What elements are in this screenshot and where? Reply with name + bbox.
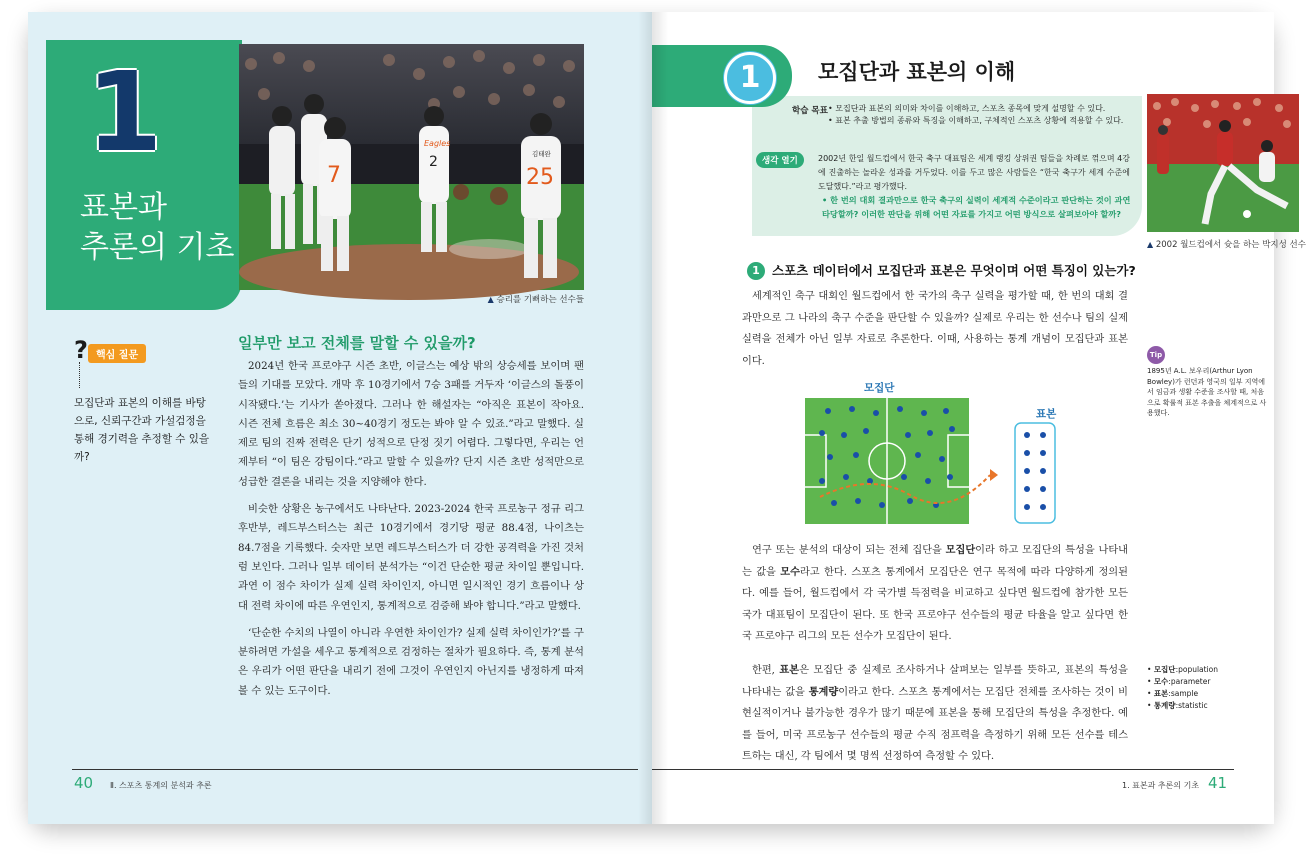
footer-text: 1. 표본과 추론의 기초 [1122, 781, 1200, 790]
soccer-player-illustration [1147, 94, 1299, 232]
photo-caption: ▲ 2002 월드컵에서 슛을 하는 박지성 선수 [1147, 240, 1306, 250]
glossary-item: • 모수:parameter [1147, 677, 1211, 686]
section-heading: 일부만 보고 전체를 말할 수 있을까? [238, 334, 476, 352]
population-sample-diagram [800, 377, 1090, 537]
jersey-number-2: 2 [429, 154, 438, 170]
glossary-item: • 통계량:statistic [1147, 701, 1208, 710]
tip-badge: Tip [1147, 346, 1165, 364]
goal-list [828, 103, 1134, 127]
chapter-title-line1: 표본과 [80, 190, 167, 225]
baseball-players-illustration [239, 44, 584, 290]
book-gutter [638, 12, 668, 824]
sample-box [1015, 423, 1055, 523]
footer-divider [72, 769, 638, 770]
question-mark-icon: ? [74, 336, 88, 364]
left-page [28, 12, 652, 824]
page-number: 41 [1208, 774, 1228, 792]
baseball-photo [239, 44, 584, 290]
section-title: 모집단과 표본의 이해 [818, 60, 1016, 84]
triangle-icon: ▲ [1147, 240, 1154, 249]
subsection-number: 1 [747, 262, 765, 280]
glossary [1147, 664, 1218, 712]
body-paragraph-1: 세계적인 축구 대회인 월드컵에서 한 국가의 축구 실력을 평가할 때, 한 번의 대회 결과만으로 그 나라의 축구 수준을 판단할 수 있을까? 실제로 우리는 한 선수나 팀의 실제 실력을 전체가 아닌 일부 자료로 추론한다. 이때, 사용하는 통계 개념이 모집단과 표본이다. [742, 291, 1128, 367]
think-badge: 생각 열기 [756, 152, 804, 168]
jersey-number-7: 7 [327, 163, 341, 188]
goal-item: • 표본 추출 방법의 종류와 특징을 이해하고, 구체적인 스포츠 상황에 적용할 수 있다. [828, 116, 1124, 125]
right-page [652, 12, 1306, 824]
paragraph: 비슷한 상황은 농구에서도 나타난다. 2023-2024 한국 프로농구 정규 리그 후반부, 레드부스터스는 최근 10경기에서 경기당 평균 88.4점, 나이츠는 84.7점을 기록했다. 숫자만 보면 레드부스터스가 더 강한 공격력을 가진 것처럼 보인다. 그러나 일부 데이터 분석가는 “이건 단순한 평균 차이일 뿐입니다. 과연 이 점수 차이가 실제 실력 차이인지, 아니면 일시적인 경기 흐름이나 상대 전력 차이에 따른 우연인지, 통계적으로 검증해 봐야 합니다.”라고 말했다. [238, 503, 584, 612]
jersey-name: 김태완 [532, 150, 551, 158]
chapter-block [46, 40, 242, 310]
paragraph: 2024년 한국 프로야구 시즌 초반, 이글스는 예상 밖의 상승세를 보이며 팬들의 기대를 모았다. 개막 후 10경기에서 7승 3패를 거두자 ‘이글스의 돌풍이 시작됐다.’는 기사가 쏟아졌다. 그러나 한 해설자는 “아직은 표본이 작아요. 시즌 전체 흐름은 최소 30~40경기 정도는 봐야 알 수 있죠.”라고 말했다. 실제로 팀의 진짜 전력은 단기 성적으로 단정 짓기 어렵다. 그렇다면, 우리는 언제부터 “이 팀은 강팀이다.”라고 말할 수 있을까? 단지 시즌 초반 성적만으로 성급한 결론을 내리는 것을 지양해야 한다. [238, 360, 584, 488]
sample-label: 표본 [1036, 408, 1057, 420]
page-number: 40 [74, 774, 94, 792]
photo-caption: ▲ 승리를 기뻐하는 선수들 [487, 295, 584, 305]
chapter-title-line2: 추론의 기초 [80, 230, 235, 265]
triangle-icon: ▲ [487, 295, 494, 304]
chapter-title [80, 188, 234, 268]
body-text-left [238, 357, 584, 709]
jersey-number-25: 25 [526, 165, 554, 190]
body-paragraph-3: 한편, 표본은 모집단 중 실제로 조사하거나 살펴보는 일부를 뜻하고, 표본의 특성을 나타내는 값을 통계량이라고 한다. 스포츠 통계에서는 모집단 전체를 조사하는 것이 비현실적이거나 불가능한 경우가 많기 때문에 표본을 통해 모집단의 특성을 추정한다. 예를 들어, 미국 프로농구 선수들의 평균 수직 점프력을 측정하기 위해 모든 선수를 테스트하는 대신, 각 팀에서 몇 명씩 선정하여 측정할 수 있다. [742, 664, 1128, 762]
chapter-number: 1 [86, 48, 159, 176]
glossary-item: • 표본:sample [1147, 689, 1199, 698]
subsection-heading: 스포츠 데이터에서 모집단과 표본은 무엇이며 어떤 특징이 있는가? [772, 263, 1136, 278]
key-question-badge: 핵심 질문 [88, 344, 146, 363]
tip-text: 1895년 A.L. 보우리(Arthur Lyon Bowley)가 런던과 영국의 일부 지역에서 임금과 생활 수준을 조사할 때, 처음으로 확률적 표본 추출을 체계적으로 사용했다. [1147, 367, 1267, 417]
jersey-logo: Eagles [424, 139, 451, 148]
footer-divider [652, 769, 1234, 770]
goal-item: • 모집단과 표본의 의미와 차이를 이해하고, 스포츠 종목에 맞게 설명할 수 있다. [828, 104, 1106, 113]
think-text: 2002년 한일 월드컵에서 한국 축구 대표팀은 세계 랭킹 상위권 팀들을 차례로 꺾으며 4강에 진출하는 놀라운 성과를 거두었다. 이를 두고 많은 사람들은 “한국 축구가 세계 수준에 도달했다.”라고 평가했다. [818, 154, 1130, 191]
textbook-spread [28, 12, 1306, 824]
footer-text: Ⅱ. 스포츠 통계의 분석과 추론 [110, 781, 212, 790]
key-question-text: 모집단과 표본의 이해를 바탕으로, 신뢰구간과 가설검정을 통해 경기력을 추정할 수 있을까? [74, 397, 210, 463]
section-number: 1 [724, 52, 776, 104]
goal-label: 학습 목표 [792, 106, 828, 116]
body-paragraph-2: 연구 또는 분석의 대상이 되는 전체 집단을 모집단이라 하고 모집단의 특성을 나타내는 값을 모수라고 한다. 스포츠 통계에서 모집단은 연구 목적에 따라 다양하게 정의된다. 예를 들어, 월드컵에서 각 국가별 득점력을 비교하고 싶다면 월드컵에 참가한 모든 국가 대표팀이 모집단이 된다. 또 한국 프로야구 선수들의 평균 타율을 알고 싶다면 한국 프로야구 리그의 모든 선수가 모집단이 된다. [742, 544, 1128, 642]
glossary-item: • 모집단:population [1147, 665, 1219, 674]
think-question: • 한 번의 대회 결과만으로 한국 축구의 실력이 세계적 수준이라고 판단하는 것이 과연 타당할까? 이러한 판단을 위해 어떤 자료를 가지고 어떤 방식으로 살펴보아야 할까? [822, 195, 1131, 219]
paragraph: ‘단순한 수치의 나열이 아니라 우연한 차이인가? 실제 실력 차이인가?’를 구분하려면 가설을 세우고 통계적으로 검정하는 절차가 필요하다. 즉, 통계 분석은 우리가 어떤 판단을 내리기 전에 그것이 우연인지 아닌지를 냉정하게 따져 볼 수 있는 도구이다. [238, 626, 584, 697]
soccer-photo [1147, 94, 1299, 232]
divider [79, 362, 81, 388]
population-label: 모집단 [864, 382, 895, 394]
